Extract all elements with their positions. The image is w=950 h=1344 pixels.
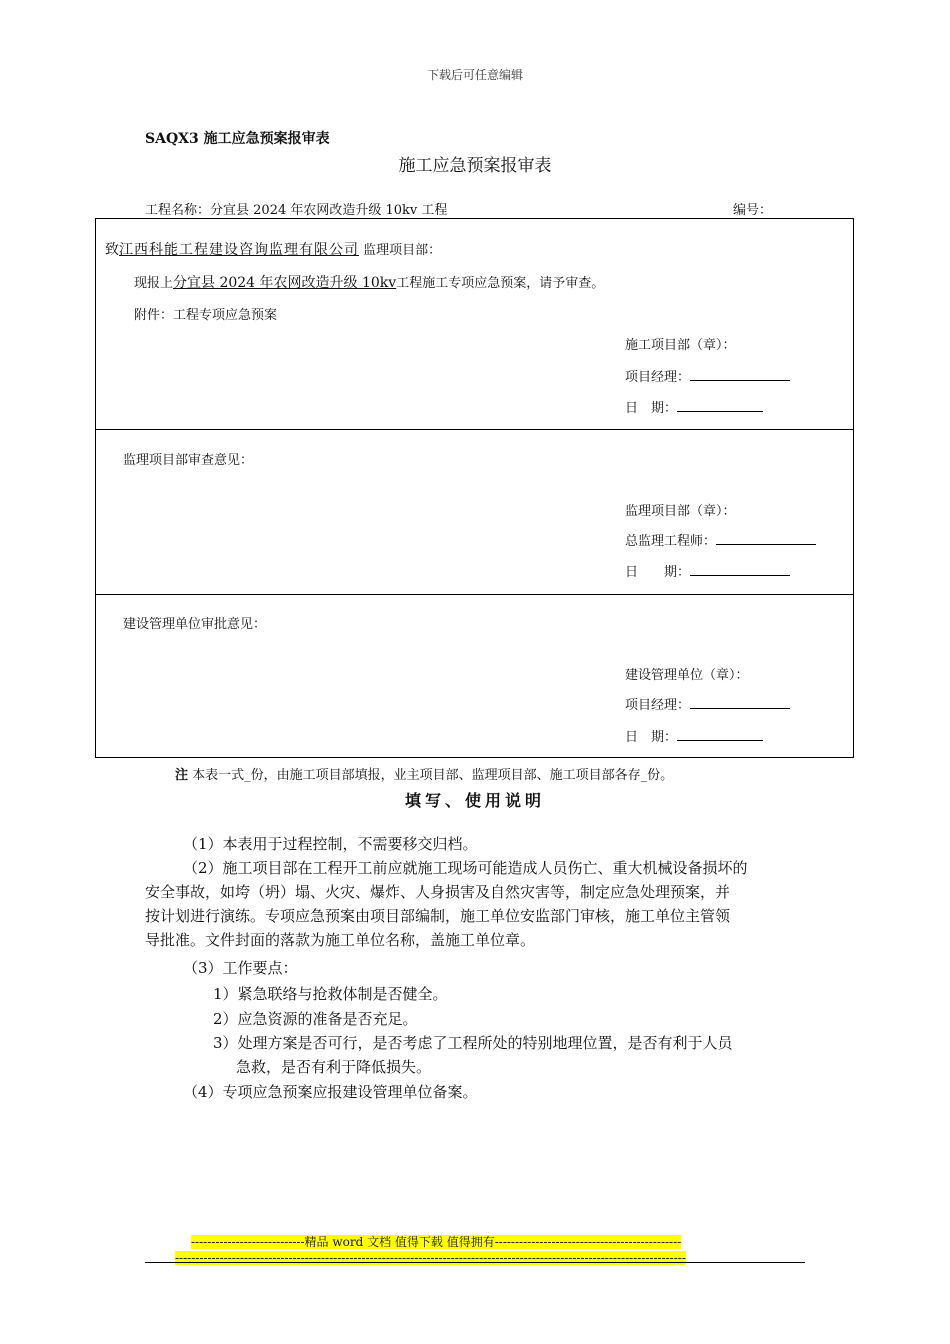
instruction-p3-item1: 1）紧急联络与抢救体制是否健全。 [213,985,448,1003]
top-note: 下载后可任意编辑 [426,68,523,82]
instruction-p1: （1）本表用于过程控制，不需要移交归档。 [183,835,478,853]
instruction-p3-item3-line2: 急救，是否有利于降低损失。 [236,1058,432,1076]
instruction-p4: （4）专项应急预案应报建设管理单位备案。 [183,1083,478,1101]
supervision-opinion-label: 监理项目部审查意见： [123,453,254,468]
addressee-company: 江西科能工程建设咨询监理有限公司 [119,242,359,258]
signature-field[interactable] [716,531,816,545]
footer-banner-line2: ------------------------------------------------------------------------------------------------------------------------------ [175,1251,686,1265]
note-text: 本表一式_份，由施工项目部填报，业主项目部、监理项目部、施工项目部各存_份。 [192,768,674,783]
note-label: 注 [175,768,189,783]
submit-suffix: 工程施工专项应急预案，请予审查。 [396,276,605,291]
instruction-p2-line4: 导批准。文件封面的落款为施工单位名称，盖施工单位章。 [145,931,536,949]
project-label: 工程名称： [145,203,211,218]
project-name: 分宜县 2024 年农网改造升级 10kv 工程 [210,203,448,218]
chief-engineer-sign: 总监理工程师： [625,530,816,549]
instructions-title: 填写、使用说明 [404,791,545,810]
addressee-line [105,239,441,259]
instruction-p2-line3: 按计划进行演练。专项应急预案由项目部编制，施工单位安监部门审核，施工单位主管领 [145,907,731,925]
date-field[interactable] [677,398,763,412]
date-sign: 日 期： [625,397,763,416]
project-manager-sign: 项目经理： [625,366,790,385]
instruction-p2-line2: 安全事故，如垮（坍）塌、火灾、爆炸、人身损害及自然灾害等，制定应急处理预案，并 [145,883,731,901]
submit-project: 分宜县 2024 年农网改造升级 10kv [173,275,397,291]
date-sign: 日 期： [625,561,790,580]
instruction-p2-line1: （2）施工项目部在工程开工前应就施工现场可能造成人员伤亡、重大机械设备损坏的 [183,859,748,877]
addressee-prefix: 致 [105,242,119,258]
owner-unit-seal: 建设管理单位（章）： [625,668,749,683]
instruction-p3: （3）工作要点： [183,959,298,977]
footer-banner-line1: ----------------------------精品 word 文档 值得下载 值得拥有---------------------------------------------- [191,1235,682,1249]
review-form-table [95,218,854,758]
table-note [175,764,673,783]
date-sign: 日 期： [625,726,763,745]
submit-prefix: 现报上 [134,276,174,291]
footer-rule [145,1262,805,1263]
owner-approval-label: 建设管理单位审批意见： [123,617,267,632]
supervision-dept-seal: 监理项目部（章）： [625,504,736,519]
attachment-line: 附件：工程专项应急预案 [134,308,278,323]
section-divider [96,594,853,595]
form-code-title: SAQX3 施工应急预案报审表 [145,131,330,147]
date-field[interactable] [677,727,763,741]
construction-dept-seal: 施工项目部（章）： [625,338,736,353]
section-divider [96,429,853,430]
page-title: 施工应急预案报审表 [398,156,552,176]
instruction-p3-item3-line1: 3）处理方案是否可行，是否考虑了工程所处的特别地理位置，是否有利于人员 [213,1034,733,1052]
date-field[interactable] [690,562,790,576]
submit-line [134,272,604,292]
number-label: 编号： [733,203,773,218]
instruction-p3-item2: 2）应急资源的准备是否充足。 [213,1010,418,1028]
addressee-suffix: 监理项目部： [363,243,442,258]
project-name-line [145,199,447,218]
project-manager-sign: 项目经理： [625,694,790,713]
signature-field[interactable] [690,695,790,709]
signature-field[interactable] [690,367,790,381]
